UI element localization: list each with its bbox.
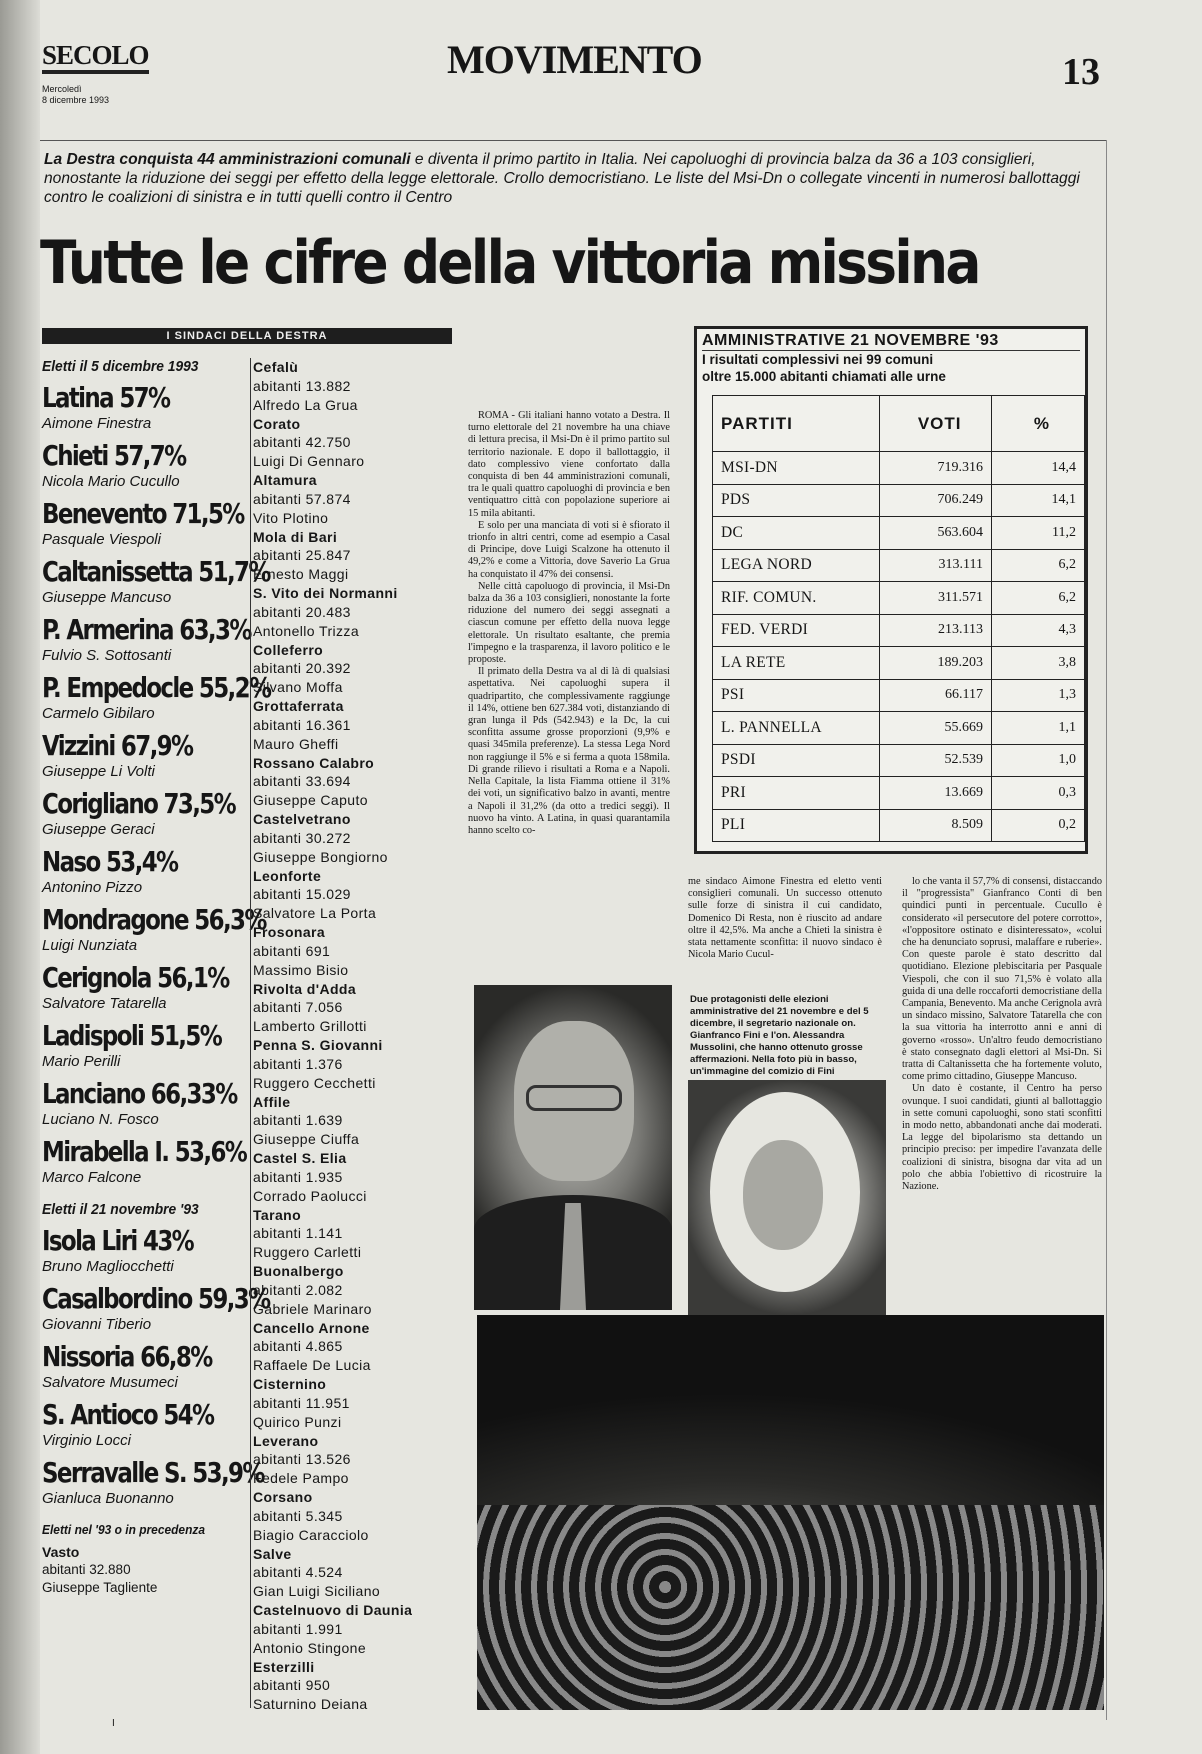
issue-day: Mercoledì [42, 84, 82, 94]
party-votes: 8.509 [880, 809, 992, 842]
party-name: L. PANNELLA [713, 712, 880, 745]
town-entry [253, 1319, 453, 1376]
lead-paragraph [44, 150, 1104, 207]
town-entry [253, 584, 453, 641]
mayor-entry [42, 961, 248, 1019]
town-abitanti: abitanti 1.141 [253, 1225, 343, 1242]
town-mayor: Mauro Gheffi [253, 735, 339, 752]
party-name: RIF. COMUN. [713, 582, 880, 615]
mayor-name: Marco Falcone [42, 1169, 142, 1186]
results-row [713, 549, 1085, 582]
town-mayor: Giuseppe Bongiorno [253, 848, 388, 865]
town-entry [253, 1262, 453, 1319]
photo-alessandra-mussolini [688, 1080, 886, 1315]
party-percent: 6,2 [991, 582, 1084, 615]
results-row [713, 582, 1085, 615]
mayor-name: Nicola Mario Cucullo [42, 473, 180, 490]
mayor-city-result: Mirabella I. 53,6% [42, 1135, 247, 1168]
mayor-name: Aimone Finestra [42, 415, 152, 432]
party-votes: 719.316 [880, 452, 992, 485]
party-votes: 706.249 [880, 484, 992, 517]
mayor-name: Giovanni Tiberio [42, 1316, 152, 1333]
town-abitanti: abitanti 1.935 [253, 1168, 343, 1185]
mayor-city-result: Nissoria 66,8% [42, 1340, 212, 1373]
town-entry [253, 923, 453, 980]
article-paragraph: Il primato della Destra va al di là di qualsiasi aspettativa. Nei capoluoghi supera il quadripartito, che complessivamente raggiunge il 14%, ottiene ben 627.384 voti, distanziando di gran lunga il Pds (542.943) e la Dc, la cui sconfitta assume grosse proporzioni (9,9% e quasi 345mila preferenze). La stessa Lega Nord non raggiunge il 5% e si ferma a quota 158mila. Di grande rilievo i risultati a Roma e a Napoli. Nella Capitale, la lista Fiamma ottiene il 31% dei voti, un significativo balzo in avanti, mentre a Napoli il 31,2% (da otto a tredici seggi). Il nuovo ha vinto. A Latina, in quasi quarantamila hanno scelto co- [468, 666, 670, 836]
town-name: Vasto [42, 1544, 80, 1560]
mayor-name: Giuseppe Geraci [42, 821, 155, 838]
party-percent: 14,1 [991, 484, 1084, 517]
party-votes: 213.113 [880, 614, 992, 647]
mayor-city-result: Ladispoli 51,5% [42, 1019, 222, 1052]
town-name: Frosonara [253, 924, 326, 940]
party-percent: 14,4 [991, 452, 1084, 485]
town-mayor: Antonello Trizza [253, 622, 360, 639]
town-mayor: Lamberto Grillotti [253, 1018, 367, 1035]
results-row [713, 452, 1085, 485]
town-abitanti: abitanti 33.694 [253, 773, 351, 790]
mayor-name: Fulvio S. Sottosanti [42, 647, 172, 664]
mayor-entry [42, 1077, 248, 1135]
mayor-entry [42, 729, 248, 787]
town-abitanti: abitanti 2.082 [253, 1281, 343, 1298]
town-abitanti: abitanti 13.882 [253, 377, 351, 394]
party-votes: 563.604 [880, 517, 992, 550]
results-row [713, 679, 1085, 712]
newspaper-logo: SECOLO [42, 40, 149, 74]
mayor-city-result: Benevento 71,5% [42, 497, 244, 530]
town-mayor: Quirico Punzi [253, 1413, 342, 1430]
mayor-city-result: Vizzini 67,9% [42, 729, 193, 762]
town-name: Mola di Bari [253, 528, 338, 545]
top-rule [40, 140, 1106, 141]
mayor-city-result: Serravalle S. 53,9% [42, 1456, 264, 1489]
mayor-city-result: Mondragone 56,3% [42, 903, 266, 936]
headline: Tutte le cifre della vittoria missina [40, 228, 979, 298]
results-row [713, 777, 1085, 810]
town-mayor: Giuseppe Tagliente [42, 1580, 158, 1595]
subhead-21-novembre: Eletti il 21 novembre '93 [42, 1201, 199, 1218]
town-abitanti: abitanti 4.865 [253, 1338, 343, 1355]
town-entry [253, 1658, 453, 1715]
article-column-1 [468, 410, 670, 837]
town-name: Penna S. Giovanni [253, 1037, 383, 1053]
town-name: Castelnuovo di Daunia [253, 1602, 413, 1618]
town-name: Corato [253, 415, 301, 432]
town-abitanti: abitanti 20.483 [253, 603, 351, 620]
results-row [713, 614, 1085, 647]
town-name: S. Vito dei Normanni [253, 585, 398, 601]
town-abitanti: abitanti 7.056 [253, 999, 343, 1016]
town-entry [253, 1601, 453, 1658]
article-column-3 [902, 876, 1102, 1193]
town-entry [253, 1093, 453, 1150]
town-mayor: Biagio Caracciolo [253, 1526, 369, 1543]
town-name: Cisternino [253, 1376, 327, 1392]
mayor-city-result: Naso 53,4% [42, 845, 178, 878]
issue-date [42, 84, 152, 106]
mayor-entry [42, 1456, 264, 1514]
article-paragraph: Un dato è costante, il Centro ha perso ovunque. I suoi candidati, giunti al ballottaggio in sette comuni capoluoghi, sono stati sconfitti in modo netto, abbandonati anche dai moderati. La legge del bipolarismo sta dettando un principio preciso: per impedire l'avanzata delle coalizioni di sinistra, bisogna dar vita ad un polo che abbia l'obiettivo di ricostruire la Nazione. [902, 1083, 1102, 1193]
header-voti: VOTI [880, 396, 992, 452]
town-mayor: Massimo Bisio [253, 961, 349, 978]
town-abitanti: abitanti 1.376 [253, 1055, 343, 1072]
town-abitanti: abitanti 11.951 [253, 1394, 350, 1411]
party-percent: 0,2 [991, 809, 1084, 842]
town-entry [253, 980, 453, 1037]
town-abitanti: abitanti 42.750 [253, 434, 351, 451]
section-title: MOVIMENTO [447, 37, 702, 82]
town-name: Rivolta d'Adda [253, 980, 357, 997]
mayor-name: Luciano N. Fosco [42, 1111, 159, 1128]
party-percent: 1,3 [991, 679, 1084, 712]
mayor-city-result: Cerignola 56,1% [42, 961, 229, 994]
town-abitanti: abitanti 1.991 [253, 1620, 343, 1637]
town-entry [253, 810, 453, 867]
party-name: LA RETE [713, 647, 880, 680]
town-name: Castelvetrano [253, 811, 351, 827]
town-mayor: Fedele Pampo [253, 1470, 349, 1487]
town-mayor: Giuseppe Ciuffa [253, 1131, 360, 1148]
party-votes: 66.117 [880, 679, 992, 712]
mayor-name: Mario Perilli [42, 1053, 121, 1070]
mayor-name: Carmelo Gibilaro [42, 705, 155, 722]
party-name: PRI [713, 777, 880, 810]
mayor-name: Gianluca Buonanno [42, 1490, 174, 1507]
party-name: MSI-DN [713, 452, 880, 485]
town-entry [253, 528, 453, 585]
article-paragraph: ROMA - Gli italiani hanno votato a Destra. Il turno elettorale del 21 novembre ha una chiave di lettura precisa, il Msi-Dn è il primo partito sul territorio nazionale. E dopo il ballottaggio, il dato complessivo viene confortato dalla conquista di ben 44 amministrazioni comunali, tra le quali quattro capoluoghi di provincia e ben ventiquattro città con popolazione superiore ai 15 mila abitanti. [468, 410, 670, 519]
party-percent: 1,1 [991, 712, 1084, 745]
mayor-entry [42, 1019, 248, 1077]
town-entry [253, 1545, 453, 1602]
header-percent: % [991, 396, 1084, 452]
town-entry [253, 1036, 453, 1093]
lead-bold: La Destra conquista 44 amministrazioni comunali [44, 151, 411, 168]
town-name: Corsano [253, 1489, 313, 1505]
town-entry [253, 1149, 453, 1206]
town-entry [253, 867, 453, 924]
lead-rest: e diventa il primo partito in Italia. Nei capoluoghi di provincia balza da 36 a 103 consiglieri, nonostante la riduzione dei seggi per effetto della legge elettorale. Crollo democristiano. Le liste del Msi-Dn o collegate vincenti in numerosi ballottaggi contro le coalizioni di sinistra e in tutti quelli contro il Centro [44, 151, 1080, 206]
mayor-city-result: Lanciano 66,33% [42, 1077, 237, 1110]
party-name: PSI [713, 679, 880, 712]
mayor-entry [42, 555, 270, 613]
town-entry [253, 1432, 453, 1489]
town-entry [253, 471, 453, 528]
town-abitanti: abitanti 15.029 [253, 886, 351, 903]
party-percent: 11,2 [991, 517, 1084, 550]
town-entry [253, 1375, 453, 1432]
results-subtitle-2: oltre 15.000 abitanti chiamati alle urne [702, 369, 946, 384]
town-entry [253, 358, 453, 415]
mayor-city-result: P. Empedocle 55,2% [42, 671, 271, 704]
party-votes: 55.669 [880, 712, 992, 745]
town-entry [253, 1488, 453, 1545]
town-abitanti: abitanti 950 [253, 1677, 331, 1694]
town-mayor: Giuseppe Caputo [253, 792, 368, 809]
results-title: AMMINISTRATIVE 21 NOVEMBRE '93 [702, 332, 1080, 351]
town-abitanti: abitanti 25.847 [253, 547, 351, 564]
town-abitanti: abitanti 20.392 [253, 660, 351, 677]
photo-gianfranco-fini [474, 985, 672, 1310]
mayor-name: Luigi Nunziata [42, 937, 138, 954]
mayor-name: Giuseppe Mancuso [42, 589, 172, 606]
mayors-column [42, 358, 271, 1597]
results-row [713, 517, 1085, 550]
town-mayor: Raffaele De Lucia [253, 1357, 371, 1374]
mayor-city-result: Isola Liri 43% [42, 1224, 194, 1257]
town-abitanti: abitanti 1.639 [253, 1112, 343, 1129]
mayor-entry [42, 671, 271, 729]
page-number: 13 [1062, 51, 1100, 93]
towns-column [253, 358, 453, 1714]
mayor-entry [42, 845, 248, 903]
results-row [713, 647, 1085, 680]
sindaci-header: I SINDACI DELLA DESTRA [42, 328, 452, 344]
party-name: PSDI [713, 744, 880, 777]
town-name: Buonalbergo [253, 1263, 344, 1279]
mayor-city-result: S. Antioco 54% [42, 1398, 214, 1431]
photo-comizio-crowd [477, 1315, 1104, 1710]
party-name: PDS [713, 484, 880, 517]
town-abitanti: abitanti 16.361 [253, 716, 351, 733]
mayor-city-result: Corigliano 73,5% [42, 787, 236, 820]
party-percent: 0,3 [991, 777, 1084, 810]
mayor-name: Bruno Magliocchetti [42, 1258, 174, 1275]
mayor-name: Pasquale Viespoli [42, 531, 161, 548]
town-abitanti: abitanti 57.874 [253, 490, 351, 507]
party-name: LEGA NORD [713, 549, 880, 582]
town-mayor: Antonio Stingone [253, 1639, 367, 1656]
party-name: FED. VERDI [713, 614, 880, 647]
photo-caption: Due protagonisti delle elezioni amministrative del 21 novembre e del 5 dicembre, il segretario nazionale on. Gianfranco Fini e l'on. Alessandra Mussolini, che hanno ottenuto grosse affermazioni. Nella foto più in basso, un'immagine del comizio di Fini [690, 994, 869, 1077]
mayor-city-result: Chieti 57,7% [42, 439, 186, 472]
mayor-entry [42, 1398, 248, 1456]
town-name: Grottaferrata [253, 698, 344, 714]
results-row [713, 744, 1085, 777]
mayor-entry [42, 787, 248, 845]
page-gutter-shadow [0, 0, 40, 1754]
subhead-precedenza: Eletti nel '93 o in precedenza [42, 1522, 206, 1537]
mayor-name: Salvatore Musumeci [42, 1374, 178, 1391]
town-abitanti: abitanti 13.526 [253, 1451, 351, 1468]
town-name: Salve [253, 1545, 292, 1562]
mayor-city-result: Latina 57% [42, 381, 170, 414]
mayor-city-result: P. Armerina 63,3% [42, 613, 251, 646]
party-votes: 313.111 [880, 549, 992, 582]
mayor-city-result: Caltanissetta 51,7% [42, 555, 270, 588]
town-mayor: Ruggero Cecchetti [253, 1074, 376, 1091]
town-mayor: Ernesto Maggi [253, 566, 349, 583]
mayor-entry [42, 613, 251, 671]
results-table [712, 395, 1085, 842]
party-percent: 3,8 [991, 647, 1084, 680]
party-name: DC [713, 517, 880, 550]
town-mayor: Corrado Paolucci [253, 1187, 367, 1204]
town-entry [253, 697, 453, 754]
party-percent: 4,3 [991, 614, 1084, 647]
mayors-group-21-novembre [42, 1224, 270, 1514]
town-entry [253, 754, 453, 811]
mayor-name: Salvatore Tatarella [42, 995, 167, 1012]
town-name: Cancello Arnone [253, 1319, 370, 1336]
town-mayor: Gabriele Marinaro [253, 1300, 372, 1317]
town-name: Affile [253, 1093, 291, 1110]
town-name: Rossano Calabro [253, 754, 375, 771]
town-mayor: Salvatore La Porta [253, 905, 377, 922]
mayor-name: Giuseppe Li Volti [42, 763, 155, 780]
party-votes: 13.669 [880, 777, 992, 810]
mayors-group-5-dicembre [42, 381, 271, 1193]
party-percent: 1,0 [991, 744, 1084, 777]
mayor-entry [42, 439, 248, 497]
results-row [713, 484, 1085, 517]
masthead [42, 36, 1102, 132]
town-name: Castel S. Elia [253, 1150, 347, 1166]
subhead-5-dicembre: Eletti il 5 dicembre 1993 [42, 358, 199, 375]
mayor-name: Virginio Locci [42, 1432, 131, 1449]
mayor-entry [42, 381, 248, 439]
mayor-entry [42, 903, 266, 961]
results-row [713, 809, 1085, 842]
town-mayor: Alfredo La Grua [253, 396, 358, 413]
town-name: Cefalù [253, 359, 299, 375]
town-abitanti: abitanti 32.880 [42, 1562, 131, 1577]
town-abitanti: abitanti 691 [253, 942, 331, 959]
right-rule [1106, 140, 1107, 1720]
party-percent: 6,2 [991, 549, 1084, 582]
town-name: Altamura [253, 472, 317, 488]
article-paragraph: Nelle città capoluogo di provincia, il Msi-Dn balza da 36 a 103 consiglieri, nonostante la forte riduzione del numero dei seggi assegnati a ciascun comune per effetto della nuova legge elettorale. Un risultato esaltante, che premia l'impegno e la trasparenza, il lavoro politico e le proposte. [468, 580, 670, 666]
town-mayor: Vito Plotino [253, 509, 329, 526]
mayor-entry [42, 1340, 248, 1398]
article-paragraph: E solo per una manciata di voti si è sfiorato il trionfo in altri centri, come ad esempio a Casal di Principe, dove Luigi Scalzone ha ottenuto il 49,2% e come a Vittoria, dove Saverio La Grua ha conquistato il 47% dei consensi. [468, 519, 670, 580]
results-subtitle-1: I risultati complessivi nei 99 comuni [702, 352, 934, 367]
town-name: Leonforte [253, 867, 322, 884]
town-mayor: Saturnino Deiana [253, 1696, 368, 1713]
article-column-2: me sindaco Aimone Finestra ed eletto venti consiglieri comunali. Un successo ottenuto sulle forze di sinistra il cui candidato, Domenico Di Resta, non è riuscito ad andare oltre il 42,5%. Ma anche a Chieti la sinistra è stata nettamente sconfitta: il nuovo sindaco è Nicola Mario Cucul- [688, 876, 882, 961]
town-name: Esterzilli [253, 1658, 315, 1675]
town-name: Colleferro [253, 641, 324, 658]
footer-mark: I [112, 1718, 115, 1729]
town-entry [253, 1206, 453, 1263]
mayor-entry [42, 1224, 248, 1282]
results-header-row [713, 396, 1085, 452]
town-name: Tarano [253, 1206, 302, 1223]
town-abitanti: abitanti 30.272 [253, 829, 351, 846]
results-row [713, 712, 1085, 745]
town-mayor: Ruggero Carletti [253, 1244, 362, 1261]
header-partiti: PARTITI [713, 396, 880, 452]
results-title-block [694, 326, 1088, 389]
results-body [713, 452, 1085, 842]
town-entry [253, 641, 453, 698]
town-abitanti: abitanti 5.345 [253, 1507, 343, 1524]
town-name: Leverano [253, 1432, 319, 1449]
party-votes: 52.539 [880, 744, 992, 777]
party-name: PLI [713, 809, 880, 842]
issue-date-text: 8 dicembre 1993 [42, 95, 110, 105]
mayor-entry [42, 1135, 248, 1193]
mayor-entry [42, 1282, 270, 1340]
article-paragraph: lo che vanta il 57,7% di consensi, distaccando il "progressista" Gianfranco Conti di ben quindici punti in percentuale. Cucullo è considerato «il persecutore del potere corrotto», «l'oppositore ostinato e disinteressato», «colui che ha denunciato soprusi, malaffare e ruberie». Con queste parole è stato descritto dal quotidiano. Elezione plebiscitaria per Pasquale Viespoli, che con il suo 71,5% è volato alla guida di una delle roccaforti democristiane della Campania, Benevento. Ma anche Cerignola avrà un sindaco missino, Salvatore Tatarella che con la sua vittoria ha interrotto anni e anni di governo «rosso». Un'altro feudo democristiano è stato consegnato dagli elettori al Msi-Dn. Si tratta di Caltanissetta che ha fortemente voluto, come primo cittadino, Giuseppe Mancuso. [902, 876, 1102, 1083]
vasto-entry [42, 1543, 248, 1597]
town-mayor: Luigi Di Gennaro [253, 453, 365, 470]
town-entry [253, 415, 453, 472]
town-mayor: Gian Luigi Siciliano [253, 1583, 381, 1600]
mayor-name: Antonino Pizzo [42, 879, 143, 896]
town-abitanti: abitanti 4.524 [253, 1564, 343, 1581]
party-votes: 189.203 [880, 647, 992, 680]
town-mayor: Silvano Moffa [253, 679, 343, 696]
mayor-entry [42, 497, 248, 555]
column-rule [250, 358, 251, 1708]
party-votes: 311.571 [880, 582, 992, 615]
mayor-city-result: Casalbordino 59,3% [42, 1282, 270, 1315]
